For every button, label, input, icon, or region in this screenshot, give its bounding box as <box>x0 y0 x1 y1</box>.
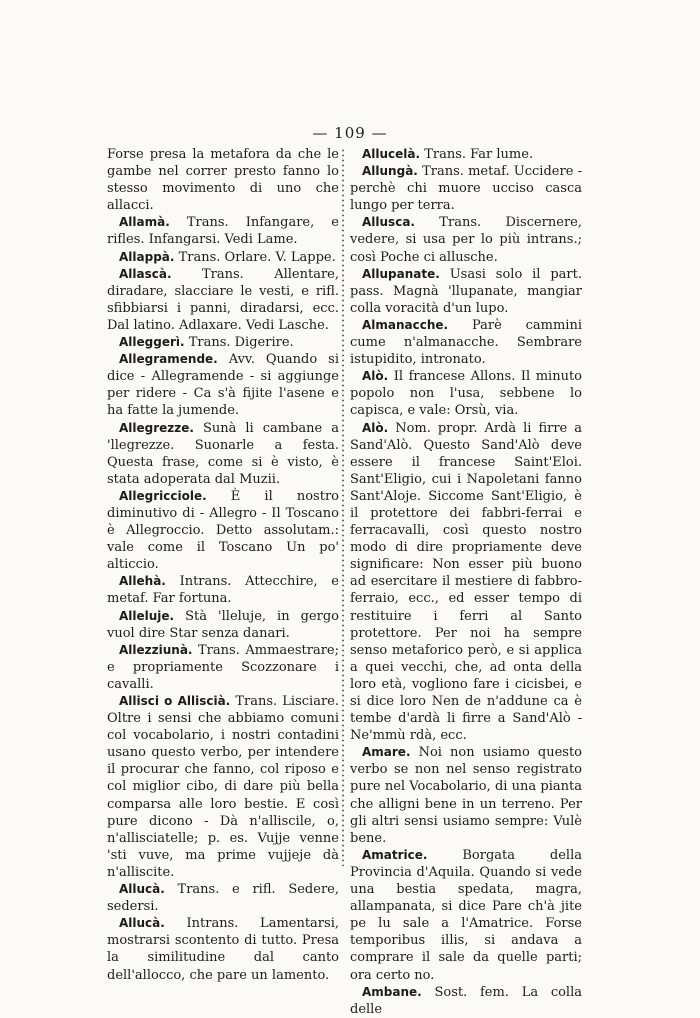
entry-text: Forse presa la metafora da che le gambe nel correr presto fanno lo stesso movimento di uno che allacci. <box>107 147 339 214</box>
dictionary-entry <box>350 266 582 317</box>
dictionary-entry <box>350 420 582 745</box>
entry-text: Trans. Far lume. <box>420 147 534 162</box>
dictionary-entry <box>107 608 339 642</box>
dictionary-entry <box>350 847 582 984</box>
dictionary-entry <box>107 573 339 607</box>
entry-text: Trans. Ammaestrare; e propriamente Scozzonare i cavalli. <box>107 642 339 692</box>
dictionary-entry <box>350 317 582 368</box>
entry-text: Borgata della Provincia d'Aquila. Quando si vede una bestia spedata, magra, allampanata, si dice Pare ch'à jite pe lu sale a l'Amatrice. Forse temporibus illis, si andava a comprare il sale da quelle parti; ora certo no. <box>350 847 582 983</box>
right-column <box>350 146 582 1018</box>
entry-lemma: Almanacche. <box>362 317 449 332</box>
dictionary-entry <box>107 146 339 214</box>
dictionary-entry <box>107 693 339 881</box>
entry-text: Trans. Lisciare. Oltre i sensi che abbiamo comuni col vocabolario, i nostri contadini usano questo verbo, per intendere il procurar che fanno, col riposo e col miglior cibo, di dare più bella comparsa alle loro bestie. E così pure dicono - Dà n'alliscile, o, n'allisciatelle; p. es. Vujje venne 'sti vuve, ma prime vujjeje dà n'alliscite. <box>107 694 339 880</box>
dictionary-entry <box>107 420 339 488</box>
dictionary-entry <box>350 214 582 265</box>
dictionary-entry <box>107 915 339 983</box>
dictionary-entry <box>107 881 339 915</box>
entry-text: Il francese Allons. Il minuto popolo non l'usa, sebbene lo capisca, e vale: Orsù, via. <box>350 369 582 419</box>
entry-text: Trans. Infangare, e rifles. Infangarsi. Vedi Lame. <box>107 215 339 248</box>
entry-lemma: Allezziunà. <box>119 642 193 657</box>
entry-text: Trans. Allentare, diradare, slacciare le vesti, e rifl. sfibbiarsi i panni, diradarsi, ecc. Dal latino. Adlaxare. Vedi Lasche. <box>107 266 339 333</box>
entry-lemma: Allucà. <box>119 882 165 897</box>
entry-text: Trans. Orlare. V. Lappe. <box>174 249 336 265</box>
dictionary-entry <box>350 146 582 163</box>
column-divider <box>341 148 345 866</box>
dictionary-entry <box>350 984 582 1018</box>
entry-lemma: Alò. <box>362 420 389 435</box>
entry-text: Trans. metaf. Uccidere - perchè chi muore ucciso casca lungo per terra. <box>350 164 582 214</box>
dictionary-entry <box>107 488 339 573</box>
entry-lemma: Allehà. <box>119 574 166 589</box>
entry-text: Nom. propr. Ardà li firre a Sand'Alò. Questo Sand'Alò deve essere il francese Saint'Eloi. Sant'Eligio, cui i Napoletani fanno Sant'Aloje. Siccome Sant'Eligio, è il protettore dei fabbri-ferrai e ferracavalli, così questo nostro modo di dire propriamente deve significare: Non esser più buono ad esercitare il mestiere di fabbro-ferraio, ecc., ed esser tempo di restituire i ferri al Santo protettore. Per noi ha sempre senso metaforico però, e si applica a quei vecchi, che, ad onta della loro età, vogliono fare i cicisbei, e si dice loro Nen de n'addune ca è tembe d'ardà li firre a Sand'Alò - Ne'mmù rdà, ecc. <box>350 420 582 744</box>
dictionary-entry <box>350 163 582 214</box>
entry-lemma: Allappà. <box>119 249 175 264</box>
entry-lemma: Alò. <box>362 369 389 384</box>
entry-text: È il nostro diminutivo di - Allegro - Il Toscano è Allegroccio. Detto assolutam.: vale come il Toscano Un po' alticcio. <box>107 488 339 573</box>
entry-text: Trans. Discernere, vedere, si usa per lo più intrans.; così Poche ci allusche. <box>350 215 582 265</box>
entry-lemma: Allamà. <box>119 215 170 230</box>
entry-lemma: Allusca. <box>362 215 415 230</box>
dictionary-entry <box>350 744 582 847</box>
entry-text: Usasi solo il part. pass. Magnà 'llupanate, mangiar colla voracità d'un lupo. <box>350 266 582 316</box>
entry-lemma: Allegramende. <box>119 352 218 367</box>
entry-text: Avv. Quando si dice - Allegramende - si aggiunge per ridere - Ca s'à fijite l'asene e ha fatte la jumende. <box>107 352 339 419</box>
entry-lemma: Amare. <box>362 745 411 760</box>
entry-lemma: Allisci o Alliscià. <box>119 694 231 708</box>
entry-lemma: Allucà. <box>119 916 165 931</box>
entry-lemma: Allupanate. <box>362 266 440 281</box>
entry-text: Parè cammini cume n'almanacche. Sembrare istupidito, intronato. <box>350 317 582 368</box>
entry-lemma: Alleluje. <box>119 608 175 623</box>
entry-lemma: Ambane. <box>362 984 422 999</box>
entry-text: Noi non usiamo questo verbo se non nel senso registrato pure nel Vocabolario, di una pianta che alligni bene in un terreno. Per gli altri sensi usiamo sempre: Vulè bene. <box>350 745 582 846</box>
entry-lemma: Amatrice. <box>362 847 428 862</box>
entry-lemma: Allegricciole. <box>119 488 207 503</box>
entry-lemma: Allucelà. <box>362 147 421 161</box>
entry-lemma: Alleggerì. <box>119 335 185 350</box>
entry-text: Sost. fem. La colla delle <box>350 984 582 1017</box>
entry-text: Trans. e rifl. Sedere, sedersi. <box>107 882 339 915</box>
entry-lemma: Allascà. <box>119 266 172 281</box>
entry-text: Intrans. Lamentarsi, mostrarsi scontento di tutto. Presa la similitudine dal canto dell'allocco, che pare un lamento. <box>107 916 339 983</box>
dictionary-entry <box>107 249 339 266</box>
left-column <box>107 146 339 984</box>
entry-lemma: Allungà. <box>362 164 418 179</box>
dictionary-entry <box>107 351 339 419</box>
entry-text: Intrans. Attecchire, e metaf. Far fortuna. <box>107 574 339 607</box>
entry-text: Stà 'lleluje, in gergo vuol dire Star senza danari. <box>107 608 339 641</box>
dictionary-entry <box>107 334 339 351</box>
entry-text: Trans. Digerire. <box>184 335 294 351</box>
dictionary-entry <box>107 214 339 248</box>
dictionary-entry <box>107 642 339 693</box>
entry-lemma: Allegrezze. <box>119 420 194 435</box>
dictionary-entry <box>107 266 339 334</box>
entry-text: Sunà li cambane a 'llegrezze. Suonarle a festa. Questa frase, come si è visto, è stata adoperata dal Muzii. <box>107 420 339 487</box>
dictionary-entry <box>350 368 582 419</box>
page-number: — 109 — <box>312 124 388 142</box>
